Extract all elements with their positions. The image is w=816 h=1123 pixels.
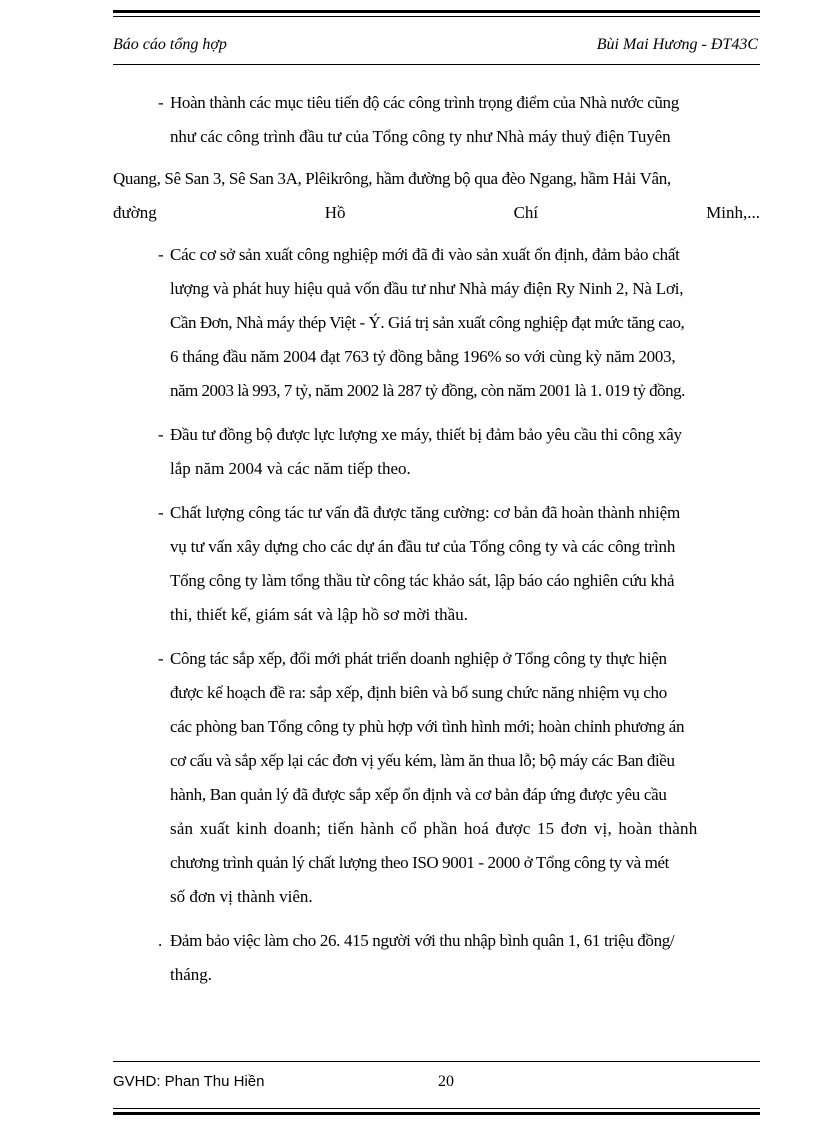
paragraph-line: Chất lượng công tác tư vấn đã được tăng cường: cơ bản đã hoàn thành nhiệm	[170, 503, 680, 522]
bullet-dash: -	[158, 649, 164, 668]
word: Minh,...	[706, 203, 760, 222]
footer-rule-thin	[113, 1108, 760, 1109]
word: Hồ	[324, 203, 346, 222]
header-title: Báo cáo tổng hợp	[113, 36, 227, 53]
paragraph-line: vụ tư vấn xây dựng cho các dự án đầu tư của Tổng công ty và các công trình	[170, 537, 676, 556]
paragraph-line: Hoàn thành các mục tiêu tiến độ các công trình trọng điểm của Nhà nước cũng	[170, 93, 679, 112]
bullet-dash: -	[158, 93, 164, 112]
paragraph-3	[158, 418, 760, 486]
paragraph-line: sản xuất kinh doanh; tiến hành cổ phần hoá được 15 đơn vị, hoàn thành	[170, 819, 698, 838]
header-bottom-rule	[113, 64, 760, 65]
paragraph-line: Cần Đơn, Nhà máy thép Việt - Ý. Giá trị sản xuất công nghiệp đạt mức tăng cao,	[170, 313, 685, 332]
paragraph-line: chương trình quản lý chất lượng theo ISO 9001 - 2000 ở Tổng công ty và mét	[170, 853, 669, 872]
paragraph-line: lượng và phát huy hiệu quả vốn đầu tư như Nhà máy điện Ry Ninh 2, Nà Lơi,	[170, 279, 684, 298]
bullet-dash: -	[158, 503, 164, 522]
paragraph-line: hành, Ban quản lý đã được sắp xếp ổn định và cơ bản đáp ứng được yêu cầu	[170, 785, 667, 804]
header-rule-thick	[113, 10, 760, 13]
paragraph-line: 6 tháng đầu năm 2004 đạt 763 tỷ đồng bằng 196% so với cùng kỳ năm 2003,	[170, 347, 676, 366]
bullet-dash: -	[158, 245, 164, 264]
paragraph-line: như các công trình đầu tư của Tổng công ty như Nhà máy thuỷ điện Tuyên	[170, 127, 671, 146]
paragraph-line: các phòng ban Tổng công ty phù hợp với tình hình mới; hoàn chỉnh phương án	[170, 717, 685, 736]
bullet-dot: .	[158, 931, 163, 950]
paragraph-line: Đầu tư đồng bộ được lực lượng xe máy, thiết bị đảm bảo yêu cầu thi công xây	[170, 425, 682, 444]
paragraph-1-continuation	[113, 162, 760, 230]
paragraph-line: Quang, Sê San 3, Sê San 3A, Plêikrông, hầm đường bộ qua đèo Ngang, hầm Hải Vân,	[113, 169, 671, 188]
paragraph-line: Đảm bảo việc làm cho 26. 415 người với thu nhập bình quân 1, 61 triệu đồng/	[170, 931, 675, 950]
bullet-dash: -	[158, 425, 164, 444]
paragraph-line: Tổng công ty làm tổng thầu từ công tác khảo sát, lập báo cáo nghiên cứu khả	[170, 571, 675, 590]
paragraph-line: được kế hoạch đề ra: sắp xếp, định biên và bổ sung chức năng nhiệm vụ cho	[170, 683, 667, 702]
paragraph-4	[158, 496, 760, 632]
paragraph-line: năm 2003 là 993, 7 tỷ, năm 2002 là 287 tỷ đồng, còn năm 2001 là 1. 019 tỷ đồng.	[170, 381, 685, 400]
paragraph-line: Công tác sắp xếp, đổi mới phát triển doanh nghiệp ở Tổng công ty thực hiện	[170, 649, 667, 668]
paragraph-line: thi, thiết kế, giám sát và lập hồ sơ mời thầu.	[170, 605, 468, 624]
header-rule-thin	[113, 16, 760, 17]
word: Chí	[513, 203, 539, 222]
word: đường	[113, 203, 157, 222]
paragraph-justified-line	[113, 196, 760, 230]
paragraph-line: số đơn vị thành viên.	[170, 887, 313, 906]
footer-rule-thick	[113, 1112, 760, 1115]
paragraph-5	[158, 642, 760, 914]
paragraph-line: Các cơ sở sản xuất công nghiệp mới đã đi vào sản xuất ổn định, đảm bảo chất	[170, 245, 680, 264]
footer-top-rule	[113, 1061, 760, 1062]
paragraph-line: tháng.	[170, 965, 213, 984]
paragraph-2	[158, 238, 760, 408]
paragraph-line: lắp năm 2004 và các năm tiếp theo.	[170, 459, 411, 478]
paragraph-6	[158, 924, 760, 992]
page-number: 20	[438, 1073, 454, 1090]
paragraph-1	[158, 86, 760, 154]
header-author: Bùi Mai Hương - ĐT43C	[596, 36, 758, 53]
footer-advisor: GVHD: Phan Thu Hiền	[113, 1073, 265, 1090]
paragraph-line: cơ cấu và sắp xếp lại các đơn vị yếu kém, làm ăn thua lỗ; bộ máy các Ban điều	[170, 751, 675, 770]
